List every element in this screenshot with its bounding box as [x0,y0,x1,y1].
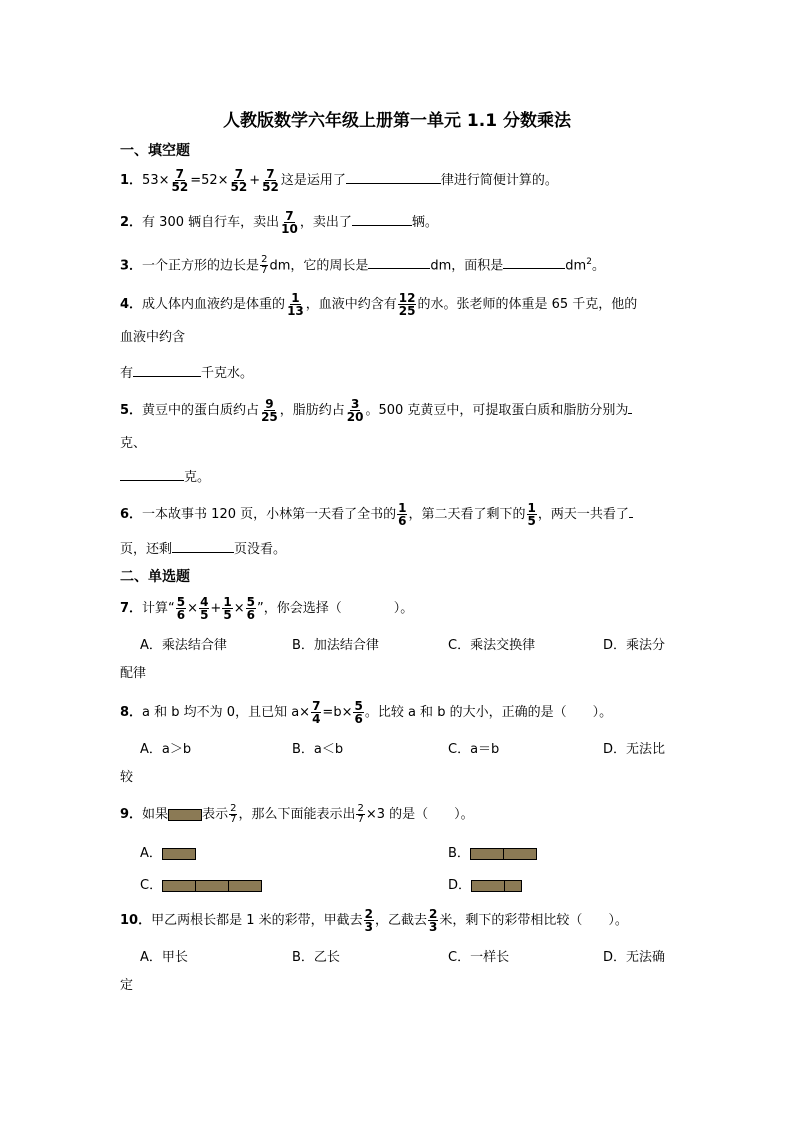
text: 律进行简便计算的。 [440,173,558,188]
numerator: 4 [200,595,209,609]
denominator: 52 [230,180,248,194]
question-number: 3． [120,258,143,274]
numerator: 1 [398,501,407,515]
numerator: 1 [527,501,536,515]
text: 。比较 a 和 b 的大小，正确的是（ ）。 [364,705,613,720]
option-b[interactable]: B．a＜b [292,742,344,757]
denominator: 5 [200,608,209,622]
answer-blank[interactable] [628,399,632,414]
text: a 和 b 均不为 0，且已知 a× [142,705,311,720]
denominator: 10 [281,222,298,236]
text: ，卖出了 [299,215,352,230]
text: 计算“ [142,601,175,616]
text: 53× [142,173,170,188]
option-a[interactable] [140,842,196,861]
question-6 [120,502,682,527]
answer-blank[interactable] [503,254,565,269]
answer-blank[interactable] [120,466,184,481]
question-number: 7． [120,601,143,616]
numerator: 7 [234,167,244,181]
denominator: 20 [346,410,364,424]
text: ，第二天看了剩下的 [408,507,526,522]
question-number: 4． [120,297,143,312]
fraction [176,596,186,621]
text: 米，剩下的彩带相比较（ ）。 [439,913,628,928]
bar-1 [162,848,196,860]
text: 有 300 辆自行车，卖出 [142,215,280,230]
denominator: 5 [223,608,232,622]
numerator: 5 [246,595,255,609]
option-c[interactable]: C．乘法交换律 [448,638,536,653]
text: ”，你会选择（ ）。 [256,601,414,616]
fraction [199,596,209,621]
numerator: 7 [285,209,294,223]
option-d-wrap: 配律 [120,666,147,681]
option-b[interactable]: B．乙长 [292,950,340,965]
unit-bar [168,809,202,821]
numerator: 2 [230,803,237,814]
denominator: 52 [171,180,189,194]
numerator: 5 [176,595,186,609]
question-1 [120,168,682,193]
numerator: 2 [429,907,438,921]
denominator: 3 [364,920,373,934]
text: 的水。张老师的体重是 65 千克，他的 [417,297,638,312]
text: 一本故事书 120 页，小林第一天看了全书的 [142,507,397,522]
fraction [346,398,365,423]
denominator: 5 [527,514,536,528]
text: =52× [190,173,229,188]
numerator: 2 [357,803,364,814]
bar-2 [504,880,522,892]
fraction [356,804,364,825]
fraction [397,502,407,527]
text: 黄豆中的蛋白质约占 [142,403,260,418]
bar-3 [228,880,262,892]
option-d[interactable]: D．无法确 [603,950,666,965]
denominator: 13 [287,304,304,318]
numerator: 2 [261,254,268,266]
text: 。500 克黄豆中，可提取蛋白质和脂肪分别为 [365,403,629,418]
numerator: 12 [398,291,416,305]
numerator: 7 [266,167,275,181]
fraction [311,700,321,725]
question-number: 2． [120,215,143,230]
question-9 [120,804,682,825]
text: ，两天一共看了 [537,507,629,522]
numerator: 7 [175,167,185,181]
text: 克。 [184,470,211,485]
text: dm，面积是 [430,258,504,274]
numerator: 7 [312,699,321,713]
question-7 [120,596,682,621]
text: ×3 的是（ ）。 [365,807,474,822]
question-4-line-3 [120,362,682,384]
question-number: 10． [120,913,152,928]
denominator: 3 [429,920,438,934]
text: 页，还剩 [120,542,173,557]
fraction [170,168,189,193]
option-b[interactable]: B．加法结合律 [292,638,379,653]
option-label: B． [448,846,470,861]
answer-blank[interactable] [172,538,234,553]
denominator: 52 [262,180,279,194]
numerator: 1 [291,291,300,305]
superscript: 2 [586,257,592,267]
answer-blank[interactable] [352,211,412,226]
section-fill-blank: 一、填空题 [120,143,190,159]
fraction [246,596,256,621]
denominator: 25 [398,304,416,318]
operator: + [210,601,222,616]
numerator: 1 [223,595,232,609]
fraction [280,210,299,235]
text: ，血液中约含有 [305,297,397,312]
text: + [249,173,261,188]
question-number: 5． [120,403,143,418]
denominator: 4 [312,712,321,726]
denominator: 7 [357,814,364,825]
text: 千克水。 [201,366,254,381]
fraction [398,292,417,317]
question-5 [120,398,682,423]
denominator: 6 [398,514,407,528]
option-c[interactable]: C．一样长 [448,950,510,965]
question-6-line-2 [120,538,682,560]
option-a[interactable]: A．甲长 [140,950,188,965]
text: ，脂肪约占 [279,403,345,418]
text: ，那么下面能表示出 [238,807,356,822]
numerator: 5 [354,699,363,713]
option-label: A． [140,846,162,861]
option-a[interactable]: A．a＞b [140,742,192,757]
text: 有 [120,366,134,381]
operator: × [233,601,245,616]
text: dm [565,258,587,274]
fraction [261,168,280,193]
fraction [260,255,268,276]
question-number: 6． [120,507,143,522]
text: 一个正方形的边长是 [142,258,260,274]
option-b[interactable] [448,842,537,861]
answer-blank[interactable] [368,254,430,269]
fraction [353,700,363,725]
denominator: 6 [246,608,255,622]
denominator: 25 [261,410,278,424]
text: dm，它的周长是 [269,258,369,274]
text: 这是运用了 [280,173,346,188]
fraction [286,292,305,317]
section-single-choice: 二、单选题 [120,569,190,585]
fraction [260,398,279,423]
denominator: 6 [354,712,363,726]
option-d-wrap: 较 [120,770,134,785]
text: 甲乙两根长都是 1 米的彩带，甲截去 [151,913,363,928]
option-a[interactable]: A．乘法结合律 [140,638,227,653]
answer-blank[interactable] [629,503,633,518]
denominator: 6 [176,608,186,622]
text: 成人体内血液约是体重的 [142,297,286,312]
text: ，乙截去 [375,913,428,928]
question-number: 9． [120,807,143,822]
fraction [229,804,237,825]
text: 表示 [202,807,229,822]
question-5-line-3 [120,466,682,488]
question-2 [120,210,682,235]
fraction [230,168,249,193]
question-4-line-2: 血液中约含 [120,330,186,345]
fraction [364,908,374,933]
option-d[interactable]: D．无法比 [603,742,666,757]
bar-1 [162,880,196,892]
question-number: 1． [120,173,143,188]
option-d[interactable]: D．乘法分 [603,638,666,653]
text: 页没看。 [234,542,287,557]
question-3 [120,252,682,276]
fraction [527,502,537,527]
operator: × [187,601,199,616]
text: =b× [322,705,353,720]
text: 如果 [142,807,169,822]
fraction [428,908,438,933]
numerator: 3 [350,397,360,411]
question-8 [120,700,682,725]
fraction [222,596,232,621]
bar-2 [195,880,229,892]
bar-2 [503,848,537,860]
question-10 [120,908,682,933]
option-label: D． [448,878,472,893]
page-title: 人教版数学六年级上册第一单元 1.1 分数乘法 [223,111,571,131]
answer-blank[interactable] [346,169,441,184]
option-label: C． [140,878,163,893]
option-d-wrap: 定 [120,978,134,993]
denominator: 7 [230,814,237,825]
text: 辆。 [411,215,438,230]
numerator: 9 [265,397,274,411]
text: 。 [591,258,605,274]
bar-1 [471,880,505,892]
numerator: 2 [364,907,373,921]
option-d[interactable] [448,874,522,893]
option-c[interactable]: C．a＝b [448,742,500,757]
question-5-line-2: 克、 [120,436,147,451]
answer-blank[interactable] [133,362,201,377]
denominator: 7 [261,265,268,277]
question-4 [120,292,682,317]
question-number: 8． [120,705,143,720]
bar-1 [470,848,504,860]
option-c[interactable] [140,874,262,893]
